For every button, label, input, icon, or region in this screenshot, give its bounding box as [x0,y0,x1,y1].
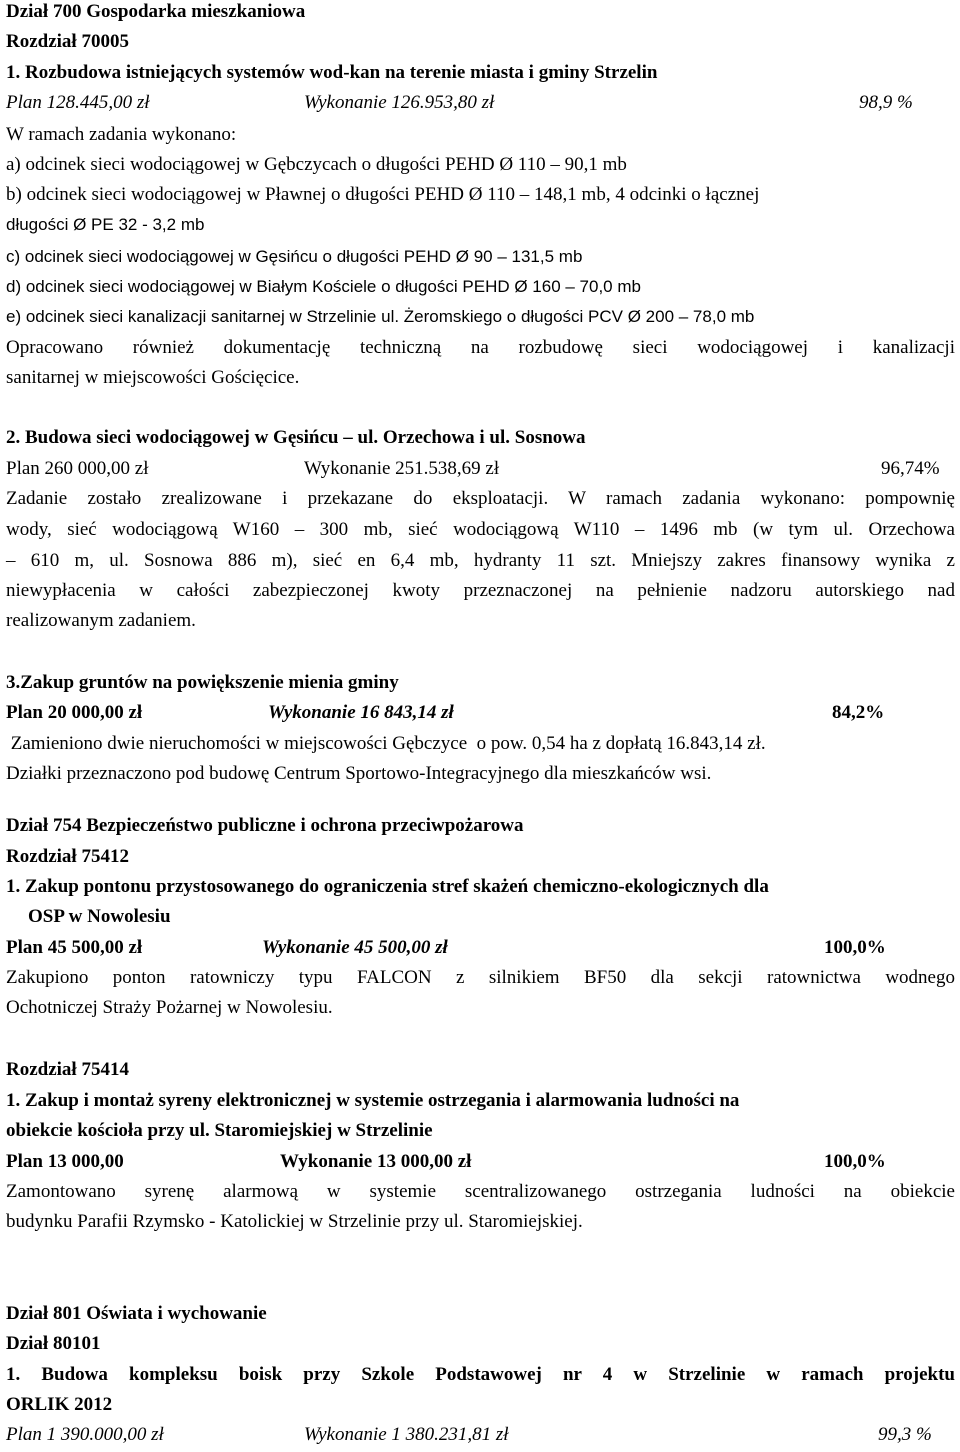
task-ponton-title-continuation: OSP w Nowolesiu [28,906,171,927]
execution-percent: 96,74% [881,458,940,479]
section-title-dzial-700: Dział 700 Gospodarka mieszkaniowa [6,1,306,22]
paragraph-line: Zakupiono ponton ratowniczy typu FALCON z silnikiem BF50 dla sekcji ratownictwa wodnego [6,967,955,988]
paragraph-line: wody, sieć wodociągową W160 – 300 mb, sieć wodociągową W110 – 1496 mb (w tym ul. Orzechowa [6,519,955,540]
rozdzial-80101: Dział 80101 [6,1333,101,1354]
paragraph-line: Zamieniono dwie nieruchomości w miejscowości Gębczyce o pow. 0,54 ha z dopłatą 16.843,14 zł. [6,733,766,754]
paragraph-line: realizowanym zadaniem. [6,610,196,631]
plan-amount: Plan 45 500,00 zł [6,937,143,958]
plan-amount: Plan 1 390.000,00 zł [6,1424,164,1445]
list-item: e) odcinek sieci kanalizacji sanitarnej w Strzelinie ul. Żeromskiego o długości PCV Ø 200 – 78,0 mb [6,307,755,326]
list-item: a) odcinek sieci wodociągowej w Gębczycach o długości PEHD Ø 110 – 90,1 mb [6,154,627,175]
execution-amount: Wykonanie 13 000,00 zł [280,1151,472,1172]
execution-percent: 100,0% [824,937,886,958]
plan-amount: Plan 13 000,00 [6,1151,124,1172]
task-ponton-title: 1. Zakup pontonu przystosowanego do ograniczenia stref skażeń chemiczno-ekologicznych dla [6,876,769,897]
task-syrena-title: 1. Zakup i montaż syreny elektronicznej w systemie ostrzegania i alarmowania ludności na [6,1090,740,1111]
list-item: b) odcinek sieci wodociągowej w Pławnej o długości PEHD Ø 110 – 148,1 mb, 4 odcinki o łącznej [6,184,760,205]
paragraph-line: niewypłacenia w całości zabezpieczonej kwoty przeznaczonej na pełnienie nadzoru autorskiego nad [6,580,955,601]
list-item: d) odcinek sieci wodociągowej w Białym Kościele o długości PEHD Ø 160 – 70,0 mb [6,277,641,296]
plan-amount: Plan 260 000,00 zł [6,458,149,479]
paragraph-line: Ochotniczej Straży Pożarnej w Nowolesiu. [6,997,333,1018]
task-2-title: 2. Budowa sieci wodociągowej w Gęsińcu – ul. Orzechowa i ul. Sosnowa [6,427,586,448]
task-orlik-title: 1. Budowa kompleksu boisk przy Szkole Podstawowej nr 4 w Strzelinie w ramach projektu [6,1364,955,1385]
paragraph-line: sanitarnej w miejscowości Gościęcice. [6,367,300,388]
list-item-continuation: długości Ø PE 32 - 3,2 mb [6,215,205,234]
paragraph-line: W ramach zadania wykonano: [6,124,237,145]
task-orlik-title-continuation: ORLIK 2012 [6,1394,113,1415]
paragraph-line: Zamontowano syrenę alarmową w systemie scentralizowanego ostrzegania ludności na obiekcie [6,1181,955,1202]
paragraph-line: Opracowano również dokumentację techniczną na rozbudowę sieci wodociągowej i kanalizacji [6,337,955,358]
task-1-title: 1. Rozbudowa istniejących systemów wod-kan na terenie miasta i gminy Strzelin [6,62,658,83]
task-3-title: 3.Zakup gruntów na powiększenie mienia gminy [6,672,399,693]
paragraph-line: – 610 m, ul. Sosnowa 886 m), sieć en 6,4 mb, hydranty 11 szt. Mniejszy zakres finansowy wynika z [6,550,955,571]
execution-amount: Wykonanie 1 380.231,81 zł [304,1424,509,1445]
task-syrena-title-continuation: obiekcie kościoła przy ul. Staromiejskiej w Strzelinie [6,1120,433,1141]
section-title-dzial-801: Dział 801 Oświata i wychowanie [6,1303,267,1324]
paragraph-line: Zadanie zostało zrealizowane i przekazane do eksploatacji. W ramach zadania wykonano: pompownię [6,488,955,509]
execution-percent: 100,0% [824,1151,886,1172]
rozdzial-70005: Rozdział 70005 [6,31,129,52]
execution-amount: Wykonanie 16 843,14 zł [268,702,454,723]
execution-amount: Wykonanie 45 500,00 zł [262,937,448,958]
paragraph-line: budynku Parafii Rzymsko - Katolickiej w Strzelinie przy ul. Staromiejskiej. [6,1211,583,1232]
rozdzial-75412: Rozdział 75412 [6,846,129,867]
execution-amount: Wykonanie 126.953,80 zł [304,92,495,113]
plan-amount: Plan 20 000,00 zł [6,702,143,723]
section-title-dzial-754: Dział 754 Bezpieczeństwo publiczne i ochrona przeciwpożarowa [6,815,524,836]
paragraph-line: Działki przeznaczono pod budowę Centrum Sportowo-Integracyjnego dla mieszkańców wsi. [6,763,712,784]
plan-amount: Plan 128.445,00 zł [6,92,150,113]
list-item: c) odcinek sieci wodociągowej w Gęsińcu o długości PEHD Ø 90 – 131,5 mb [6,247,583,266]
execution-percent: 84,2% [832,702,885,723]
execution-percent: 98,9 % [859,92,913,113]
execution-amount: Wykonanie 251.538,69 zł [304,458,500,479]
execution-percent: 99,3 % [878,1424,932,1445]
rozdzial-75414: Rozdział 75414 [6,1059,129,1080]
